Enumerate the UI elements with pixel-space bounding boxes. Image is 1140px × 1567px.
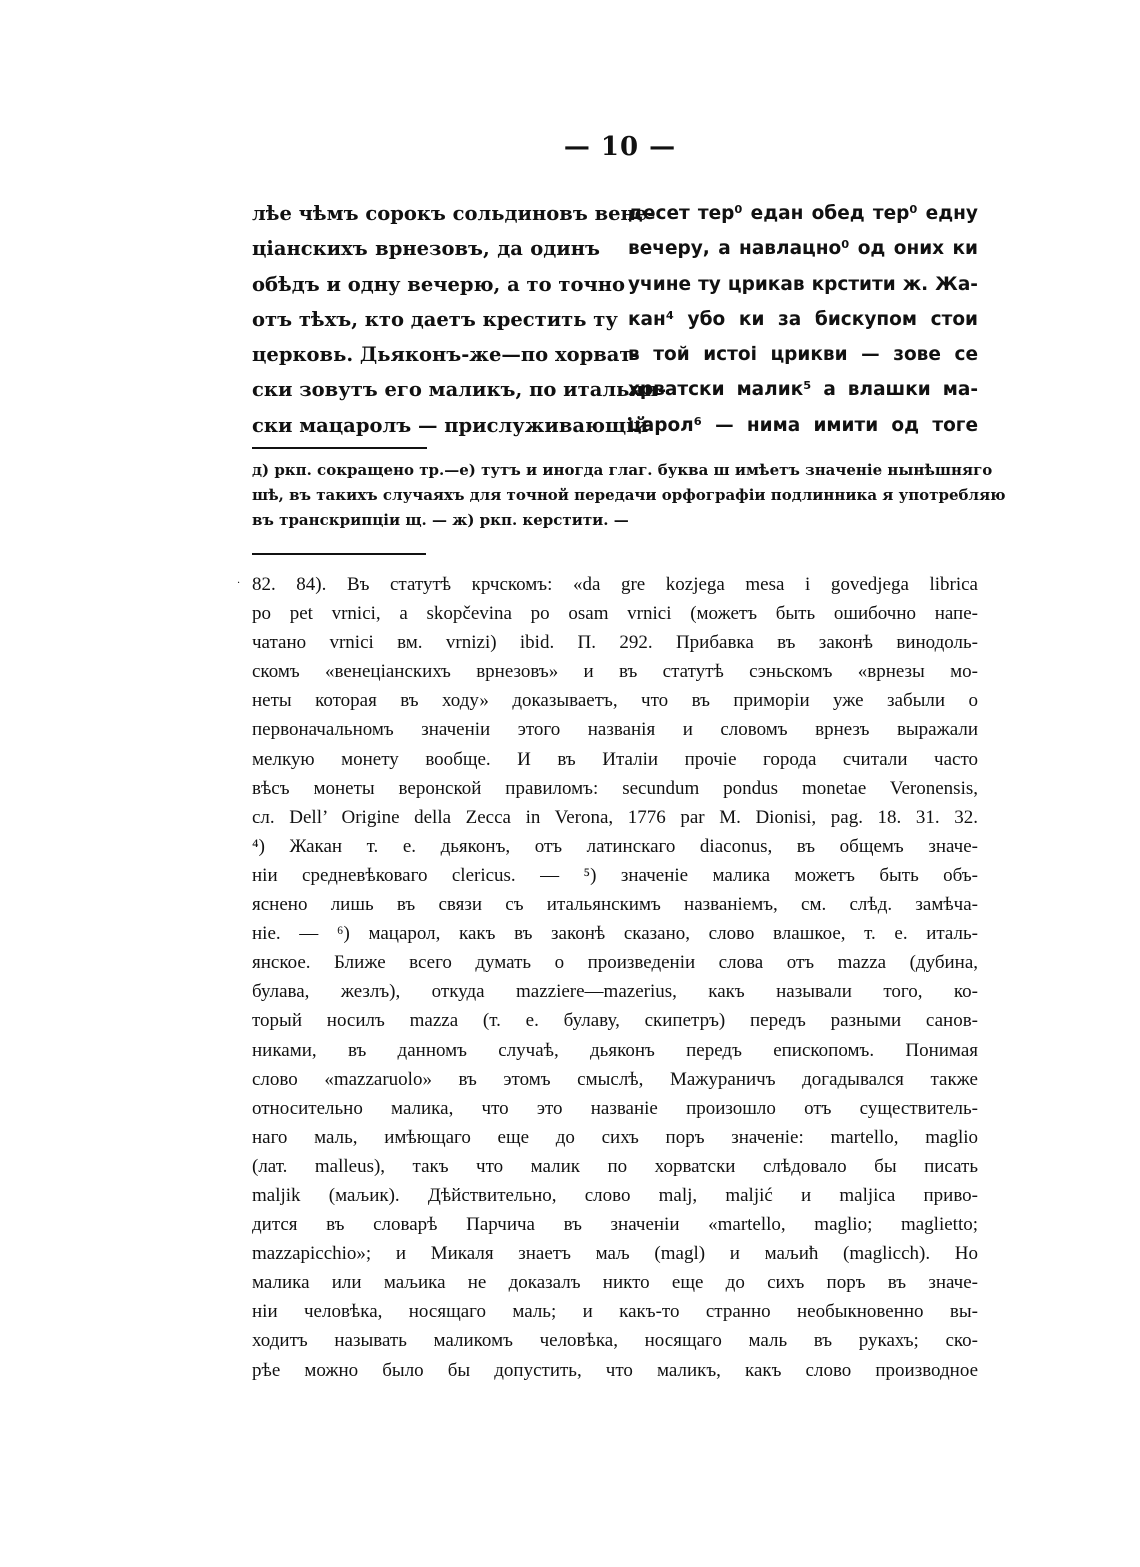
body-line: po pet vrnici, a skopčevina po osam vrnici (можетъ быть ошибочно напе-: [252, 603, 978, 625]
section-divider: [252, 553, 426, 555]
footnotes: [252, 458, 1006, 533]
body-line: скомъ «венеціанскихъ врнезовъ» и въ статутѣ сэньскомъ «врнезы мо-: [252, 661, 978, 683]
body-line: малика или маљика не доказалъ никто еще до сихъ поръ въ значе-: [252, 1272, 978, 1294]
body-line: никами, въ данномъ случаѣ, дьяконъ передъ епископомъ. Понимая: [252, 1039, 978, 1061]
footnote-line: въ транскрипціи щ. — ж) ркп. керстити. —: [252, 511, 629, 529]
body-line: maljik (маљик). Дѣйствительно, слово malj, maljić и maljica приво-: [252, 1184, 978, 1206]
footnote-line: шѣ, въ такихъ случаяхъ для точной передачи орфографіи подлинника я употребляю: [252, 486, 1006, 504]
body-line: рѣе можно было бы допустить, что маликъ, какъ слово производное: [252, 1359, 978, 1381]
text-line: кан⁴ убо ки за бискупом стои: [628, 308, 978, 330]
body-line: торый носилъ mazza (т. е. булаву, скипетръ) передъ разными санов-: [252, 1010, 978, 1032]
text-line: в той истоі црикви — зове се: [628, 344, 978, 366]
body-line: вѣсъ монеты веронской правиломъ: secundum pondus monetae Veronensis,: [252, 777, 978, 799]
text-line: десет тер⁰ едан обед тер⁰ едну: [628, 203, 978, 224]
commentary-body: [252, 570, 978, 1385]
body-line: cл. Dell’ Origine della Zecca in Verona, 1776 par M. Dionisi, pag. 18. 31. 32.: [252, 806, 978, 828]
body-line: дится въ словарѣ Парчича въ значеніи «martello, maglio; maglietto;: [252, 1214, 978, 1236]
body-line: ніе. — ⁶) мацарол, какъ въ законѣ сказано, слово влашкое, т. е. италь-: [252, 923, 978, 945]
body-line: булава, жезлъ), откуда mazziere—mazerius, какъ называли того, ко-: [252, 981, 978, 1003]
body-line: янское. Ближе всего думать о произведеніи слова отъ mazza (дубина,: [252, 952, 978, 974]
body-line: 82. 84). Въ статутѣ крчскомъ: «da gre kozjega mesa i govedjega librica: [252, 574, 978, 595]
text-line: отъ тѣхъ, кто даетъ крестить ту: [252, 307, 618, 331]
margin-dot: ·: [237, 578, 241, 589]
body-line: первоначальномъ значеніи этого названія и словомъ врнезъ выражали: [252, 719, 978, 741]
text-line: церковь. Дьяконъ-же—по хорват-: [252, 343, 640, 367]
body-line: ходитъ называть маликомъ человѣка, носящаго маль въ рукахъ; ско-: [252, 1330, 978, 1352]
body-line: мелкую монету вообще. И въ Италіи прочіе города считали часто: [252, 748, 978, 770]
body-line: неты которая въ ходу» доказываетъ, что въ приморіи уже забыли о: [252, 690, 978, 712]
body-line: наго маль, имѣющаго еще до сихъ поръ значеніе: martello, maglio: [252, 1126, 978, 1148]
body-line: относительно малика, что это названіе произошло отъ существитель-: [252, 1097, 978, 1119]
page-number: — 10 —: [563, 132, 677, 162]
body-line: яснено лишь въ связи съ итальянскимъ названіемъ, см. слѣд. замѣча-: [252, 894, 978, 916]
body-line: ніи человѣка, носящаго маль; и какъ-то странно необыкновенно вы-: [252, 1301, 978, 1323]
text-line: обѣдъ и одну вечерю, а то точно: [252, 272, 626, 296]
right-column-croatian: [628, 196, 978, 443]
body-line: ⁴) Жакан т. е. дьяконъ, отъ латинскаго diaconus, въ общемъ значе-: [252, 835, 978, 857]
footnote-divider: [252, 447, 427, 449]
text-line: вечеру, а навлацно⁰ од оних ки: [628, 238, 978, 260]
body-line: чатано vrnici вм. vrnizi) ibid. П. 292. Прибавка въ законѣ винодоль-: [252, 632, 978, 654]
body-line: ніи средневѣковаго clericus. — ⁵) значеніе малика можетъ быть объ-: [252, 864, 978, 886]
text-line: хрватски малик⁵ а влашки ма-: [628, 379, 978, 401]
left-column-russian: [252, 196, 667, 443]
body-line: (лат. malleus), такъ что малик по хорватски слѣдовало бы писать: [252, 1155, 978, 1177]
footnote-line: д) ркп. сокращено тр.—е) тутъ и иногда глаг. буква ш имѣетъ значеніе нынѣшняго: [252, 461, 993, 479]
body-line: слово «mazzaruolo» въ этомъ смыслѣ, Мажураничъ догадывался также: [252, 1068, 978, 1090]
text-line: ски мацаролъ — прислуживающій: [252, 413, 649, 437]
text-line: лѣе чѣмъ сорокъ сольдиновъ вене-: [252, 202, 656, 225]
text-line: учине ту црикав крстити ж. Жа-: [628, 273, 978, 295]
text-line: царол⁶ — нима имити од тоге: [628, 414, 978, 436]
body-line: mazzapicchio»; и Микаля знаетъ маљ (magl) и маљић (maglicch). Но: [252, 1243, 978, 1265]
text-line: ціанскихъ врнезовъ, да одинъ: [252, 237, 600, 261]
text-line: ски зовутъ его маликъ, по итальян-: [252, 378, 667, 402]
